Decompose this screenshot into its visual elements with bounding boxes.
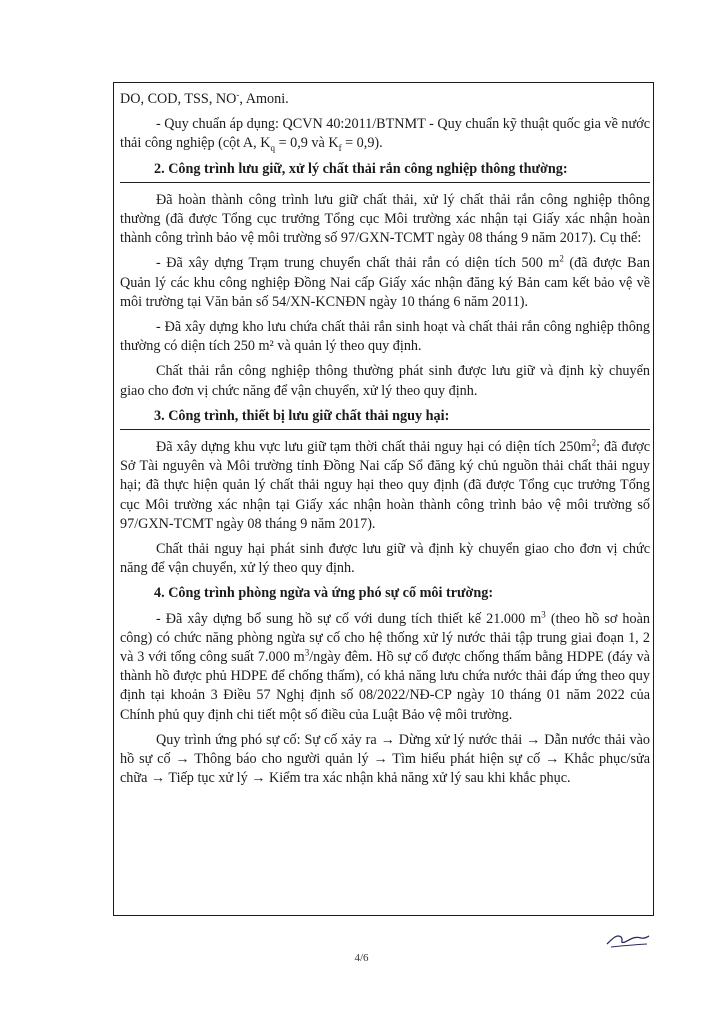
section-4-heading: 4. Công trình phòng ngừa và ứng phó sự cố môi trường: [154,585,494,602]
section-2-transfer-station: - Đã xây dựng Trạm trung chuyển chất thải rắn có diện tích 500 $m^2$ (đã được Ban Quản lý các khu công nghiệp Đồng Nai cấp Giấy xác nhận đăng ký Bản cam kết bảo vệ về môi trường tại Văn bản số 54/XN-KCNĐN ngày 10 tháng 6 năm 2011). [120,253,650,310]
applied-standard: - Quy chuẩn áp dụng: QCVN 40:2011/BTNMT - Quy chuẩn kỹ thuật quốc gia về nước thải công nghiệp (cột A, $K_q = 0,9$ và $K_f = 0,9$). [120,116,650,154]
section-2-transfer: Chất thải rắn công nghiệp thông thường phát sinh được lưu giữ và định kỳ chuyển giao cho đơn vị chức năng để vận chuyển, xử lý theo quy định. [120,363,650,399]
pollutant-list-line: DO, COD, TSS, $NO_-$, Amoni. [120,89,289,107]
section-2-storage: - Đã xây dựng kho lưu chứa chất thải rắn sinh hoạt và chất thải rắn công nghiệp thông thường có diện tích 250 m² và quản lý theo quy định. [120,319,650,355]
section-3-storage-area: Đã xây dựng khu vực lưu giữ tạm thời chất thải nguy hại có diện tích $250m^2$; đã được Sở Tài nguyên và Môi trường tỉnh Đồng Nai cấp Sổ đăng ký chủ nguồn thải chất thải nguy hại; đã thực hiện quản lý chất thải nguy hại theo quy định (đã được Tổng cục trưởng Tổng cục Môi trường xác nhận tại Giấy xác nhận hoàn thành công trình bảo vệ môi trường số 97/GXN-TCMT ngày 08 tháng 9 năm 2017). [120,437,650,532]
section-4-emergency-pond: - Đã xây dựng bổ sung hồ sự cố với dung tích thiết kế 21.000 $m^3$ (theo hồ sơ hoàn công) có chức năng phòng ngừa sự cố cho hệ thống xử lý nước thải tập trung giai đoạn 1, 2 và 3 với tổng công suất 7.000 $m^3$/ngày đêm. Hồ sự cố được chống thấm bằng HDPE (đáy và thành hồ được phủ HDPE để chống thấm), có khả năng lưu chứa nước thải đáp ứng theo quy định tại khoản 3 Điều 57 Nghị định số 08/2022/NĐ-CP ngày 10 tháng 01 năm 2022 của Chính phủ quy định chi tiết một số điều của Luật Bảo vệ môi trường. [120,608,650,723]
section-2-heading: 2. Công trình lưu giữ, xử lý chất thải rắn công nghiệp thông thường: [120,160,650,183]
section-4-response-procedure: Quy trình ứng phó sự cố: Sự cố xảy ra → Dừng xử lý nước thải → Dẫn nước thải vào hồ sự cố → Thông báo cho người quản lý → Tìm hiểu phát hiện sự cố → Khắc phục/sửa chữa → Tiếp tục xử lý → Kiểm tra xác nhận khả năng xử lý sau khi khắc phục. [120,731,650,787]
section-2-intro: Đã hoàn thành công trình lưu giữ chất thải, xử lý chất thải rắn công nghiệp thông thường (đã được Tổng cục trưởng Tổng cục Môi trường xác nhận tại Giấy xác nhận hoàn thành công trình bảo vệ môi trường số 97/GXN-TCMT ngày 08 tháng 9 năm 2017). Cụ thể: [120,191,650,247]
section-3-heading: 3. Công trình, thiết bị lưu giữ chất thải nguy hại: [120,407,650,430]
initials-signature [605,928,651,950]
document-body [120,90,650,795]
section-3-transfer: Chất thải nguy hại phát sinh được lưu giữ và định kỳ chuyển giao cho đơn vị chức năng để vận chuyển, xử lý theo quy định. [120,541,650,577]
page-number: 4/6 [354,952,369,964]
